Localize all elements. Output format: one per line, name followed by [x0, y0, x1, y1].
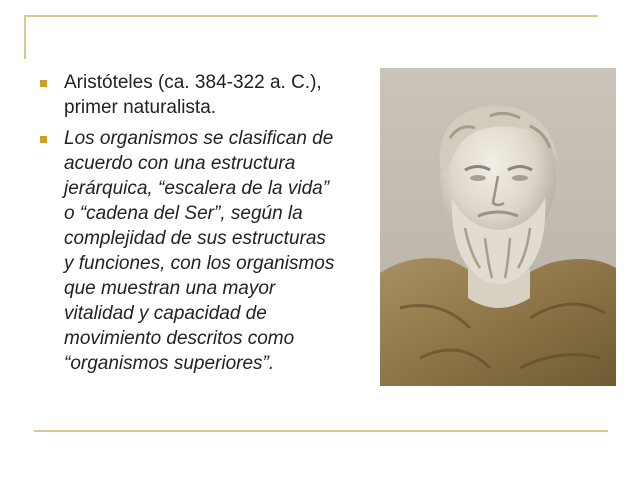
bullet-item-clasificacion — [38, 126, 378, 376]
text-line: complejidad de sus estructuras — [64, 228, 326, 249]
text-line: “organismos superiores”. — [64, 353, 275, 374]
text-line: vitalidad y capacidad de — [64, 303, 267, 324]
bullet-list — [38, 70, 378, 382]
text-line: movimiento descritos como — [64, 328, 295, 349]
bullet-text — [64, 126, 378, 376]
text-line: Aristóteles (ca. 384-322 a. C.), — [64, 72, 322, 93]
square-bullet-icon — [40, 80, 47, 87]
text-line: jerárquica, “escalera de la vida” — [64, 178, 330, 199]
text-line: y funciones, con los organismos — [64, 253, 335, 274]
left-accent-line — [24, 15, 26, 59]
text-line: que muestran una mayor — [64, 278, 276, 299]
text-line: acuerdo con una estructura — [64, 153, 296, 174]
text-line: o “cadena del Ser”, según la — [64, 203, 303, 224]
text-line: primer naturalista. — [64, 97, 217, 118]
text-line: Los organismos se clasifican de — [64, 128, 334, 149]
aristotle-bust-image — [380, 68, 616, 386]
bullet-text — [64, 70, 378, 120]
top-divider — [24, 15, 598, 17]
square-bullet-icon — [40, 136, 47, 143]
bullet-item-aristoteles — [38, 70, 378, 120]
bottom-divider — [34, 430, 608, 432]
